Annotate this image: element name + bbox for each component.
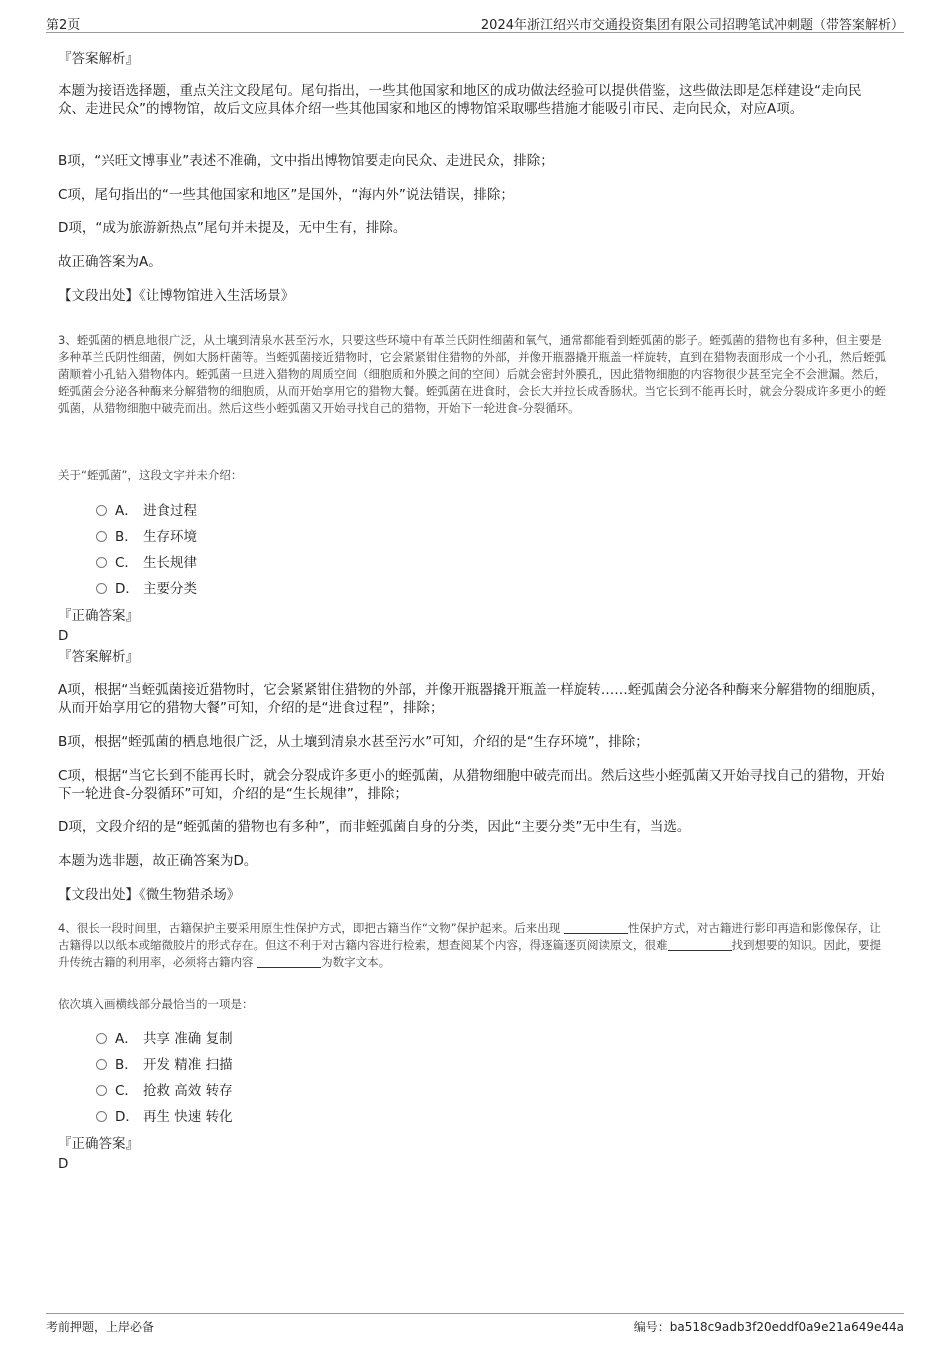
q3-analysis-p1: A项，根据“当蛭弧菌接近猎物时，它会紧紧钳住猎物的外部，并像开瓶器撬开瓶盖一样旋转……蛭弧菌会分泌各种酶来分解猎物的细胞质，从而开始享用它的猎物大餐”可知，介绍的是“进食过程”，排除； [58, 682, 885, 716]
radio-icon[interactable] [96, 1059, 107, 1070]
q4-stem: 4、很长一段时间里，古籍保护主要采用原生性保护方式，即把古籍当作“文物”保护起来。后来出现 性保护方式，对古籍进行影印再造和影像保存，让古籍得以以纸本或缩微胶片的形式存在。但这不利于对古籍内容进行检索，想查阅某个内容，得逐篇逐页阅读原文，很难 找到想要的知识。因此，要提升传统古籍的利用率，必须将古籍内容 为数字文本。 [58, 921, 881, 969]
radio-icon[interactable] [96, 505, 107, 516]
q3-source: 【文段出处】《微生物猎杀场》 [58, 887, 241, 903]
q3-option-b[interactable]: B． 生存环境 [96, 528, 197, 546]
q3-analysis-label: 『答案解析』 [58, 649, 139, 665]
radio-icon[interactable] [96, 583, 107, 594]
q3-question: 关于“蛭弧菌”，这段文字并未介绍： [58, 468, 243, 482]
q2-analysis-p3: C项，尾句指出的“一些其他国家和地区”是国外，“海内外”说法错误，排除； [58, 187, 514, 203]
radio-icon[interactable] [96, 557, 107, 568]
q2-analysis-p2: B项，“兴旺文博事业”表述不准确，文中指出博物馆要走向民众、走进民众，排除； [58, 153, 554, 169]
q3-correct-label: 『正确答案』 [58, 608, 139, 624]
q3-analysis-p4: D项，文段介绍的是“蛭弧菌的猎物也有多种”，而非蛭弧菌自身的分类，因此“主要分类”无中生有，当选。 [58, 819, 691, 835]
answer-blank-2 [668, 938, 732, 951]
q2-analysis-p1: 本题为接语选择题，重点关注文段尾句。尾句指出，一些其他国家和地区的成功做法经验可以提供借鉴，这些做法即是怎样建设“走向民众、走进民众”的博物馆，故后文应具体介绍一些其他国家和地区的博物馆采取哪些措施才能吸引市民、走向民众，对应A项。 [58, 83, 862, 117]
q4-correct-answer: D [58, 1156, 69, 1172]
q4-option-b[interactable]: B． 开发 精准 扫描 [96, 1056, 233, 1074]
q4-option-a[interactable]: A． 共享 准确 复制 [96, 1030, 233, 1048]
q3-option-a[interactable]: A． 进食过程 [96, 502, 197, 520]
radio-icon[interactable] [96, 1033, 107, 1044]
answer-blank-3 [257, 955, 321, 968]
q4-option-d[interactable]: D． 再生 快速 转化 [96, 1108, 233, 1126]
radio-icon[interactable] [96, 1085, 107, 1096]
radio-icon[interactable] [96, 531, 107, 542]
q3-correct-answer: D [58, 628, 69, 644]
footer-slogan: 考前押题，上岸必备 [46, 1320, 155, 1334]
radio-icon[interactable] [96, 1111, 107, 1122]
q2-source: 【文段出处】《让博物馆进入生活场景》 [58, 288, 295, 304]
q3-option-c[interactable]: C． 生长规律 [96, 554, 197, 572]
answer-blank-1 [564, 921, 628, 934]
q3-analysis-p3: C项，根据“当它长到不能再长时，就会分裂成许多更小的蛭弧菌，从猎物细胞中破壳而出。然后这些小蛭弧菌又开始寻找自己的猎物，开始下一轮进食-分裂循环”可知，介绍的是“生长规律”，排除； [58, 768, 885, 802]
page-header [46, 14, 904, 33]
document-title: 2024年浙江绍兴市交通投资集团有限公司招聘笔试冲刺题（带答案解析） [480, 18, 904, 33]
document-code: 编号：ba518c9adb3f20eddf0a9e21a649e44a [633, 1320, 904, 1334]
q3-analysis-p2: B项，根据“蛭弧菌的栖息地很广泛，从土壤到清泉水甚至污水”可知，介绍的是“生存环境”，排除； [58, 734, 649, 750]
q2-analysis-p4: D项，“成为旅游新热点”尾句并未提及，无中生有，排除。 [58, 220, 407, 236]
q4-correct-label: 『正确答案』 [58, 1136, 139, 1152]
q4-option-c[interactable]: C． 抢救 高效 转存 [96, 1082, 233, 1100]
q4-question: 依次填入画横线部分最恰当的一项是： [58, 997, 254, 1011]
q3-option-d[interactable]: D． 主要分类 [96, 580, 197, 598]
page-footer [46, 1313, 904, 1336]
q2-analysis-label: 『答案解析』 [58, 51, 139, 67]
q3-conclusion: 本题为选非题，故正确答案为D。 [58, 853, 258, 869]
page-number: 第2页 [46, 18, 81, 33]
q3-stem: 3、蛭弧菌的栖息地很广泛，从土壤到清泉水甚至污水，只要这些环境中有革兰氏阴性细菌和氧气，通常都能看到蛭弧菌的影子。蛭弧菌的猎物也有多种，但主要是多种革兰氏阴性细菌，例如大肠杆菌等。当蛭弧菌接近猎物时，它会紧紧钳住猎物的外部，并像开瓶器撬开瓶盖一样旋转，直到在猎物表面形成一个小孔，然后蛭弧菌顺着小孔钻入猎物体内。蛭弧菌一旦进入猎物的周质空间（细胞质和外膜之间的空间）后就会密封外膜孔，因此猎物细胞的内容物很少甚至完全不会泄漏。然后，蛭弧菌会分泌各种酶来分解猎物的细胞质，从而开始享用它的猎物大餐。蛭弧菌在进食时，会长大并拉长成香肠状。当它长到不能再长时，就会分裂成许多更小的蛭弧菌，从猎物细胞中破壳而出。然后这些小蛭弧菌又开始寻找自己的猎物，开始下一轮进食-分裂循环。 [58, 333, 886, 415]
q2-conclusion: 故正确答案为A。 [58, 254, 162, 270]
